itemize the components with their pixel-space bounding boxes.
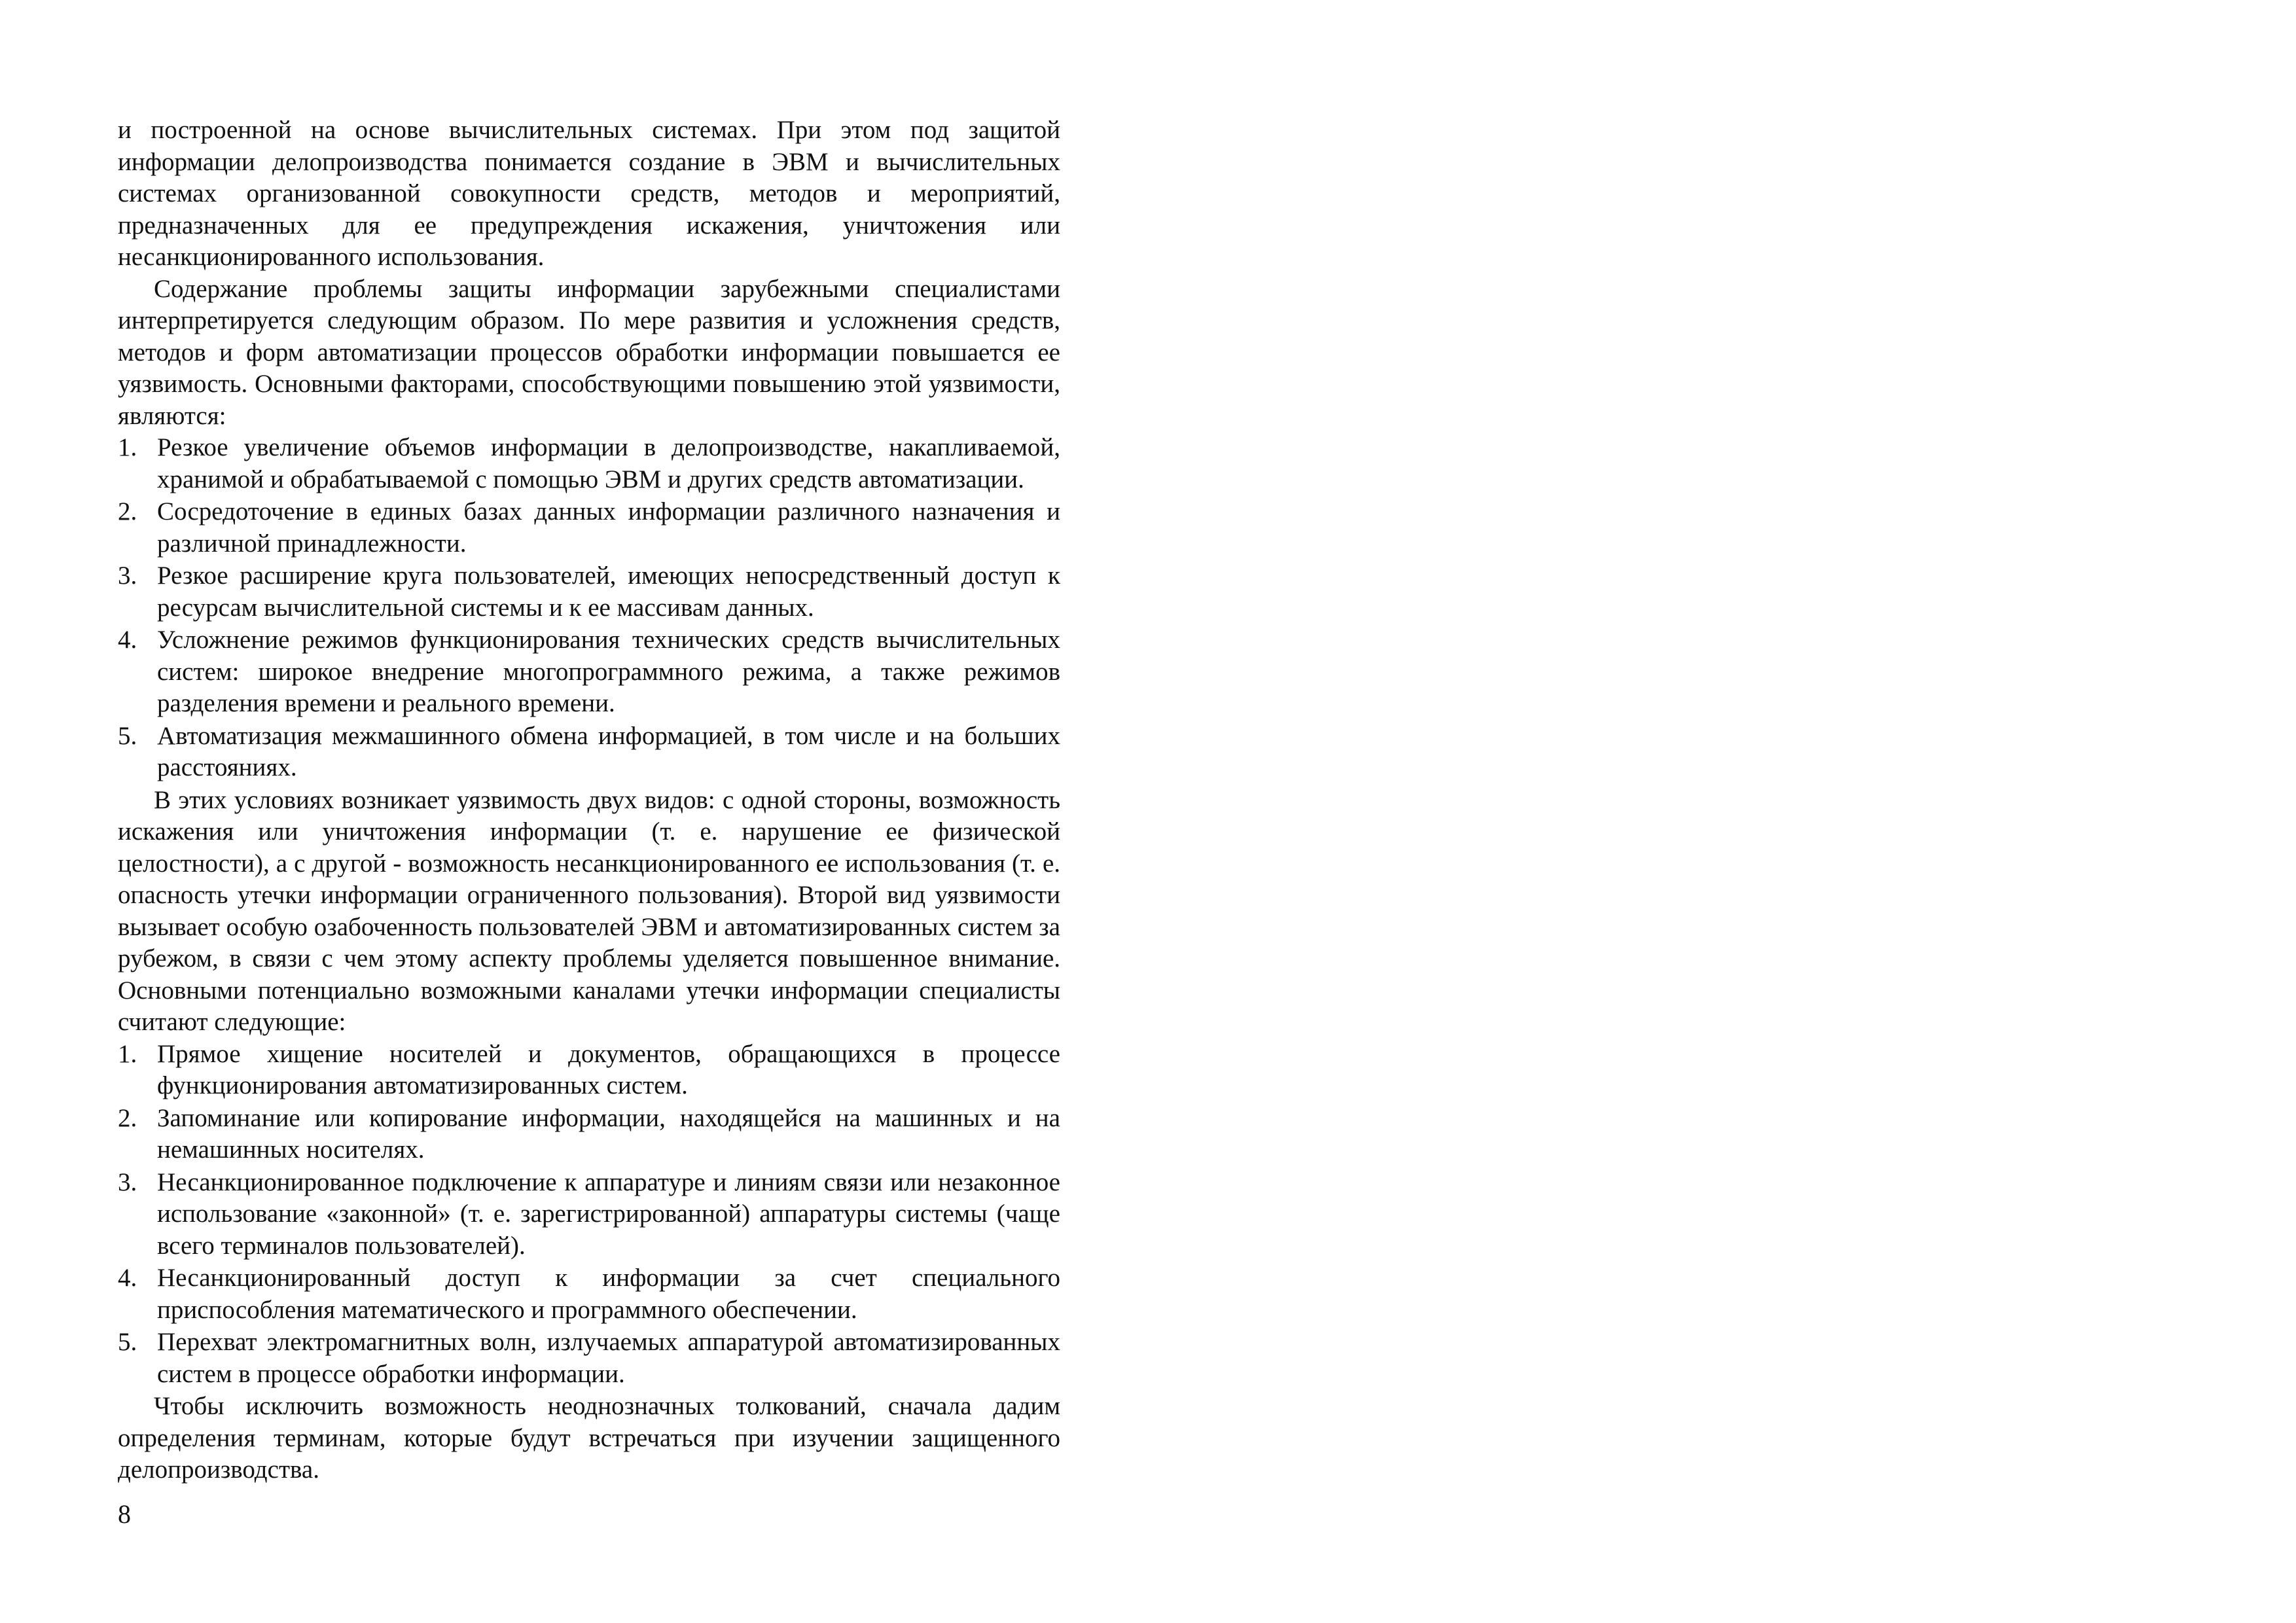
list-item: 1. Резкое увеличение объемов информации в делопроизводстве, накапливаемой, хранимой и обрабатываемой с помощью ЭВМ и других средств автоматизации. [118, 433, 1060, 493]
list-item: 2. Запоминание или копирование информации, находящейся на машинных и на немашинных носителях. [118, 1103, 1060, 1164]
list-item: 5. Автоматизация межмашинного обмена информацией, в том числе и на больших расстояниях. [118, 721, 1060, 781]
list-item: 3. Несанкционированное подключение к аппаратуре и линиям связи или незаконное использование «законной» (т. е. зарегистрированной) аппаратуры системы (чаще всего терминалов пользователей). [118, 1168, 1060, 1260]
intro-paragraph: и построенной на основе вычислительных системах. При этом под защитой информации делопроизводства понимается создание в ЭВМ и вычислительных системах организованной совокупности средств, методов и мероприятий, предназначенных для ее предупреждения искажения, уничтожения или несанкционированного использования. [118, 116, 1060, 271]
list-item: 2. Сосредоточение в единых базах данных информации различного назначения и различной принадлежности. [118, 497, 1060, 558]
page-number: 8 [118, 1499, 131, 1529]
leak-channels-list [118, 1039, 1060, 1391]
list-item: 4. Несанкционированный доступ к информации за счет специального приспособления математического и программного обеспечении. [118, 1264, 1060, 1324]
list-item: 5. Перехват электромагнитных волн, излучаемых аппаратурой автоматизированных систем в процессе обработки информации. [118, 1328, 1060, 1388]
vulnerability-factors-list [118, 432, 1060, 784]
problem-paragraph: Содержание проблемы защиты информации зарубежными специалистами интерпретируется следующим образом. По мере развития и усложнения средств, методов и форм автоматизации процессов обработки информации повышается ее уязвимость. Основными факторами, способствующими повышению этой уязвимости, являются: [118, 274, 1060, 430]
list-item: 1. Прямое хищение носителей и документов, обращающихся в процессе функционирования автоматизированных систем. [118, 1039, 1060, 1099]
vulnerability-types-paragraph: В этих условиях возникает уязвимость двух видов: с одной стороны, возможность искажения или уничтожения информации (т. е. нарушение ее физической целостности), а с другой - возможность несанкционированного ее использования (т. е. опасность утечки информации ограниченного пользования). Второй вид уязвимости вызывает особую озабоченность пользователей ЭВМ и автоматизированных систем за рубежом, в связи с чем этому аспекту проблемы уделяется повышенное внимание. Основными потенциально возможными каналами утечки информации специалисты считают следующие: [118, 785, 1060, 1036]
page-text-column [118, 115, 1060, 1486]
list-item: 4. Усложнение режимов функционирования технических средств вычислительных систем: широкое внедрение многопрограммного режима, а также режимов разделения времени и реального времени. [118, 626, 1060, 717]
list-item: 3. Резкое расширение круга пользователей, имеющих непосредственный доступ к ресурсам вычислительной системы и к ее массивам данных. [118, 562, 1060, 622]
definitions-intro-paragraph: Чтобы исключить возможность неоднозначных толкований, сначала дадим определения терминам, которые будут встречаться при изучении защищенного делопроизводства. [118, 1392, 1060, 1484]
